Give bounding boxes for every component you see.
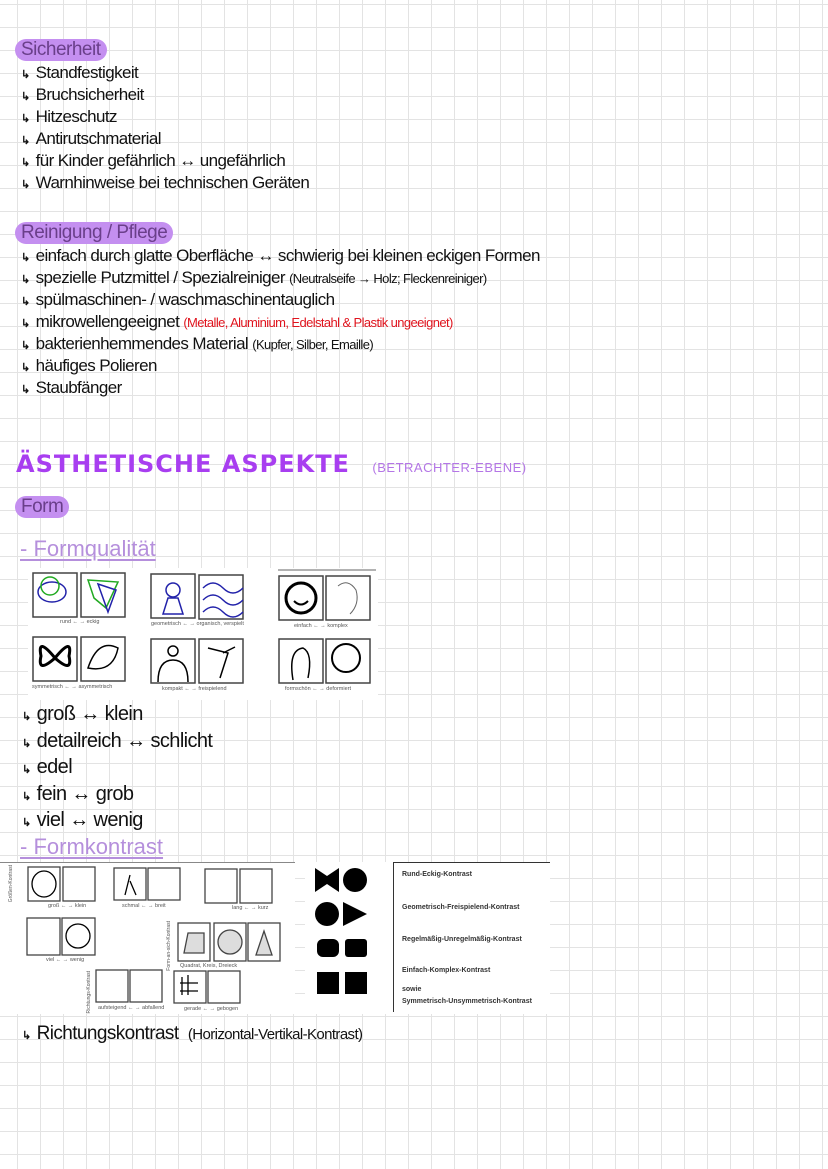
list-item <box>21 246 540 268</box>
caption: gerade ← → gebogen <box>184 1006 239 1012</box>
arrow-icon: ↳ <box>21 135 30 147</box>
form-contrast-figure <box>0 863 295 1015</box>
arrow-icon: ↳ <box>21 274 30 286</box>
kontrast-item: Rund-Eckig-Kontrast <box>402 871 472 878</box>
item-text: Richtungskontrast <box>36 1023 179 1044</box>
kontrast-item: sowie <box>402 986 422 993</box>
caption: einfach ← → komplex <box>294 623 348 629</box>
caption: geometrisch ← → organisch, verspielt <box>151 621 244 627</box>
formkontrast-image-left <box>0 862 295 1014</box>
item-text: bakterienhemmendes Material <box>35 334 249 353</box>
arrow-icon: ↳ <box>22 790 31 803</box>
arrow-icon: ↳ <box>21 340 30 352</box>
arrow-icon: ↳ <box>22 737 31 750</box>
item-note: (Neutralseife → Holz; Fleckenreiniger) <box>289 271 487 286</box>
list-item <box>22 730 212 757</box>
side-label: Richtungs-Kontrast <box>86 971 92 1014</box>
list-item <box>22 756 212 783</box>
item-text: groß ↔ klein <box>36 703 143 725</box>
item-text: häufiges Polieren <box>35 356 157 375</box>
list-item <box>22 783 212 810</box>
side-label: Form-an-sich-Kontrast <box>166 921 172 971</box>
sicherheit-list <box>21 63 309 195</box>
arrow-icon: ↳ <box>21 252 30 264</box>
formkontrast-image-right <box>305 862 550 1014</box>
heading-formkontrast: - Formkontrast <box>20 834 164 859</box>
heading-reinigung: Reinigung / Pflege <box>15 222 173 244</box>
formkontrast-list <box>22 1022 362 1048</box>
caption: groß ← → klein <box>48 903 87 909</box>
list-item <box>21 268 540 290</box>
item-text: spezielle Putzmittel / Spezialreiniger <box>35 268 285 287</box>
heading-form: Form <box>15 496 69 518</box>
formqualitaet-image <box>28 568 378 700</box>
item-text: Antirutschmaterial <box>35 129 161 148</box>
arrow-icon: ↳ <box>22 711 31 723</box>
list-item <box>21 356 540 378</box>
arrow-icon: ↳ <box>21 318 30 330</box>
arrow-icon: ↳ <box>21 157 30 169</box>
list-item <box>22 809 212 836</box>
list-item <box>22 1022 362 1048</box>
caption: aufsteigend ← → abfallend <box>98 1005 165 1011</box>
caption: Quadrat, Kreis, Dreieck <box>180 963 238 969</box>
list-item <box>21 290 540 312</box>
arrow-icon: ↳ <box>22 1030 31 1042</box>
page-subtitle: (BETRACHTER-EBENE) <box>372 460 527 475</box>
list-item <box>21 312 540 334</box>
item-text: mikrowellengeeignet <box>35 312 180 331</box>
item-text: detailreich ↔ schlicht <box>36 729 213 752</box>
list-item <box>21 151 309 173</box>
form-examples-figure <box>28 568 378 700</box>
item-text: Staubfänger <box>35 378 122 397</box>
arrow-icon: ↳ <box>22 817 31 829</box>
page-title: ÄSTHETISCHE ASPEKTE <box>16 450 350 478</box>
item-note: (Kupfer, Silber, Emaille) <box>252 337 374 352</box>
formqualitaet-list <box>22 703 212 836</box>
arrow-icon: ↳ <box>21 91 30 103</box>
arrow-icon: ↳ <box>21 362 30 374</box>
arrow-icon: ↳ <box>21 69 30 81</box>
caption: viel ← → wenig <box>46 957 85 963</box>
item-text: Standfestigkeit <box>35 63 139 82</box>
list-item <box>21 129 309 151</box>
list-item <box>21 334 540 356</box>
arrow-icon: ↳ <box>22 764 31 776</box>
item-note: (Horizontal-Vertikal-Kontrast) <box>187 1026 363 1043</box>
side-label: Größen-Kontrast <box>8 865 14 903</box>
section-sicherheit <box>15 39 309 195</box>
item-note-red: (Metalle, Aluminium, Edelstahl & Plastik ungeeignet) <box>183 315 453 330</box>
heading-formqualitaet: - Formqualität <box>20 536 156 561</box>
item-text: Hitzeschutz <box>35 107 117 126</box>
arrow-icon: ↳ <box>21 113 30 125</box>
caption: schmal ← → breit <box>122 903 166 909</box>
caption: formschön ← → deformiert <box>285 686 352 692</box>
list-item <box>21 107 309 129</box>
section-reinigung <box>15 222 540 400</box>
kontrast-list <box>393 862 550 1012</box>
kontrast-item: Regelmäßig-Unregelmäßig-Kontrast <box>402 936 522 943</box>
item-text: Bruchsicherheit <box>35 85 144 104</box>
item-text: viel ↔ wenig <box>36 809 143 831</box>
contrast-shapes-figure <box>305 862 395 1014</box>
aesthetik-header <box>16 450 527 478</box>
item-text: spülmaschinen- / waschmaschinentauglich <box>35 290 335 309</box>
reinigung-list <box>21 246 540 400</box>
list-item <box>22 703 212 730</box>
arrow-icon: ↳ <box>21 179 30 191</box>
caption: rund ← → eckig <box>60 619 100 625</box>
list-item <box>21 63 309 85</box>
arrow-icon: ↳ <box>21 384 30 396</box>
arrow-icon: ↳ <box>21 296 30 308</box>
caption: lang ← → kurz <box>232 905 269 911</box>
kontrast-item: Symmetrisch-Unsymmetrisch-Kontrast <box>402 998 532 1005</box>
item-text: für Kinder gefährlich ↔ ungefährlich <box>35 151 286 170</box>
item-text: edel <box>36 756 73 778</box>
kontrast-item: Einfach-Komplex-Kontrast <box>402 967 491 974</box>
item-text: einfach durch glatte Oberfläche ↔ schwierig bei kleinen eckigen Formen <box>35 246 540 265</box>
caption: symmetrisch ← → asymmetrisch <box>32 684 113 690</box>
item-text: Warnhinweise bei technischen Geräten <box>35 173 310 192</box>
item-text: fein ↔ grob <box>36 782 134 805</box>
list-item <box>21 85 309 107</box>
list-item <box>21 173 309 195</box>
kontrast-item: Geometrisch-Freispielend-Kontrast <box>402 904 520 911</box>
form-heading-wrap <box>15 496 69 518</box>
list-item <box>21 378 540 400</box>
caption: kompakt ← → freispielend <box>162 686 227 692</box>
heading-sicherheit: Sicherheit <box>15 39 107 61</box>
